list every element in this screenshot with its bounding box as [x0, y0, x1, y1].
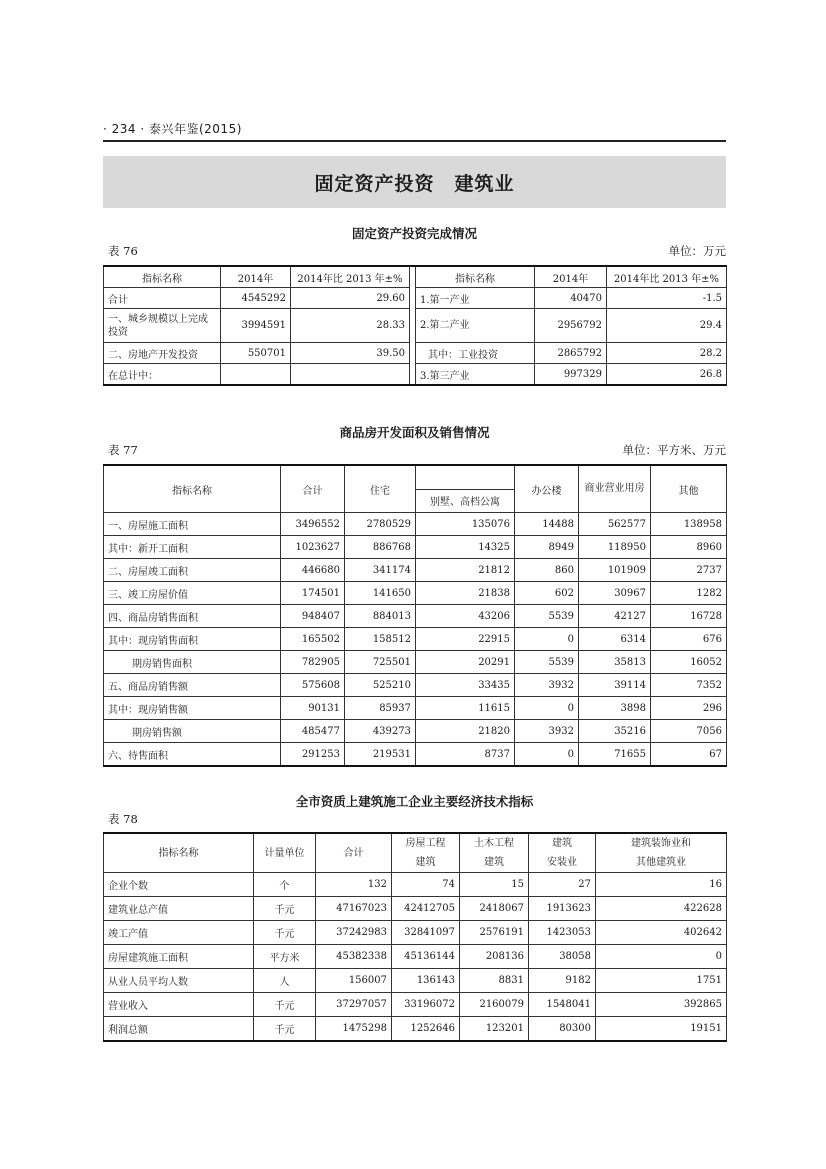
cell: 782905	[281, 651, 345, 674]
table78-title: 全市资质上建筑施工企业主要经济技术指标	[295, 794, 534, 809]
row-label: 合计	[104, 288, 221, 309]
cell: 42412705	[392, 897, 460, 921]
header-cell: 指标名称	[104, 833, 254, 873]
header-cell: 指标名称	[104, 266, 221, 288]
table-row	[104, 536, 727, 559]
table77-number: 表 77	[108, 443, 138, 457]
row-label: 其中：现房销售额	[104, 697, 281, 720]
table-row	[104, 897, 727, 921]
cell: 2160079	[460, 993, 529, 1017]
cell: 2737	[651, 559, 727, 582]
table76-number: 表 76	[108, 244, 138, 258]
cell: 132	[316, 873, 392, 897]
row-label: 3.第三产业	[416, 364, 535, 386]
cell: 8831	[460, 969, 529, 993]
table-row	[104, 364, 727, 386]
header-cell: 建筑装饰业和	[596, 833, 727, 853]
table78-body	[104, 873, 727, 1042]
cell: 3994591	[221, 309, 291, 343]
table-row	[104, 628, 727, 651]
table-row	[104, 582, 727, 605]
table77-title: 商品房开发面积及销售情况	[339, 425, 490, 440]
header-cell: 建筑	[460, 853, 529, 873]
table78	[103, 832, 727, 1042]
table-row	[104, 513, 727, 536]
cell: 562577	[579, 513, 651, 536]
cell: 32841097	[392, 921, 460, 945]
cell: 5539	[515, 605, 579, 628]
cell: 156007	[316, 969, 392, 993]
cell: 37297057	[316, 993, 392, 1017]
table77	[103, 464, 727, 767]
cell: 16	[596, 873, 727, 897]
cell: 725501	[345, 651, 416, 674]
cell: 123201	[460, 1017, 529, 1042]
cell: 485477	[281, 720, 345, 743]
cell: 1475298	[316, 1017, 392, 1042]
cell: 2865792	[535, 343, 607, 364]
cell: 997329	[535, 364, 607, 386]
unit-cell: 人	[254, 969, 316, 993]
cell: 402642	[596, 921, 727, 945]
cell: 439273	[345, 720, 416, 743]
table76-title: 固定资产投资完成情况	[351, 226, 477, 241]
header-cell-blank	[416, 465, 515, 489]
row-label: 三、竣工房屋价值	[104, 582, 281, 605]
row-label: 1.第一产业	[416, 288, 535, 309]
cell: 948407	[281, 605, 345, 628]
cell: 27	[529, 873, 596, 897]
table-header-row	[104, 465, 727, 489]
cell: 296	[651, 697, 727, 720]
row-label: 其中：新开工面积	[104, 536, 281, 559]
cell: 3898	[579, 697, 651, 720]
cell: 219531	[345, 743, 416, 767]
cell: 141650	[345, 582, 416, 605]
header-cell: 建筑	[392, 853, 460, 873]
unit-cell: 千元	[254, 993, 316, 1017]
table-row	[104, 1017, 727, 1042]
cell: 39.50	[291, 343, 410, 364]
header-cell: 合计	[316, 833, 392, 873]
table-row	[104, 697, 727, 720]
cell: -1.5	[607, 288, 727, 309]
cell: 26.8	[607, 364, 727, 386]
cell: 21838	[416, 582, 515, 605]
row-label: 六、待售面积	[104, 743, 281, 767]
cell: 165502	[281, 628, 345, 651]
cell: 14488	[515, 513, 579, 536]
header-cell: 指标名称	[104, 465, 281, 513]
cell: 30967	[579, 582, 651, 605]
cell: 422628	[596, 897, 727, 921]
cell: 14325	[416, 536, 515, 559]
table-row	[104, 743, 727, 767]
table-row	[104, 945, 727, 969]
cell: 28.2	[607, 343, 727, 364]
table76	[103, 265, 727, 386]
row-label: 2.第二产业	[416, 309, 535, 343]
row-label: 四、商品房销售面积	[104, 605, 281, 628]
cell: 22915	[416, 628, 515, 651]
cell: 3932	[515, 720, 579, 743]
cell: 67	[651, 743, 727, 767]
cell: 38058	[529, 945, 596, 969]
cell: 2956792	[535, 309, 607, 343]
cell: 15	[460, 873, 529, 897]
table-row	[104, 651, 727, 674]
row-label: 房屋建筑施工面积	[104, 945, 254, 969]
table78-number: 表 78	[108, 812, 138, 826]
cell: 1913623	[529, 897, 596, 921]
row-label: 在总计中：	[104, 364, 221, 386]
cell: 446680	[281, 559, 345, 582]
cell: 21820	[416, 720, 515, 743]
cell: 71655	[579, 743, 651, 767]
cell: 45382338	[316, 945, 392, 969]
row-label: 一、城乡规模以上完成投资	[104, 309, 221, 343]
row-label: 五、商品房销售额	[104, 674, 281, 697]
cell: 8960	[651, 536, 727, 559]
chapter-title: 固定资产投资 建筑业	[314, 172, 515, 195]
cell: 33196072	[392, 993, 460, 1017]
cell: 174501	[281, 582, 345, 605]
cell: 42127	[579, 605, 651, 628]
cell: 0	[515, 697, 579, 720]
row-label: 二、房屋竣工面积	[104, 559, 281, 582]
cell: 47167023	[316, 897, 392, 921]
header-cell: 住宅	[345, 465, 416, 513]
row-label: 企业个数	[104, 873, 254, 897]
cell: 208136	[460, 945, 529, 969]
row-label: 其中：工业投资	[416, 343, 535, 364]
table-row	[104, 605, 727, 628]
cell: 39114	[579, 674, 651, 697]
table-row	[104, 921, 727, 945]
row-label: 期房销售额	[104, 720, 281, 743]
cell: 33435	[416, 674, 515, 697]
row-label: 营业收入	[104, 993, 254, 1017]
table-row	[104, 873, 727, 897]
header-cell: 其他建筑业	[596, 853, 727, 873]
table-row	[104, 969, 727, 993]
cell: 35813	[579, 651, 651, 674]
cell: 2418067	[460, 897, 529, 921]
cell: 29.60	[291, 288, 410, 309]
cell: 16052	[651, 651, 727, 674]
cell: 525210	[345, 674, 416, 697]
cell: 16728	[651, 605, 727, 628]
cell: 7056	[651, 720, 727, 743]
row-label: 二、房地产开发投资	[104, 343, 221, 364]
cell: 2576191	[460, 921, 529, 945]
cell: 7352	[651, 674, 727, 697]
cell: 1751	[596, 969, 727, 993]
cell: 575608	[281, 674, 345, 697]
cell: 341174	[345, 559, 416, 582]
header-cell: 2014年比 2013 年±%	[607, 266, 727, 288]
table-row	[104, 288, 727, 309]
table76-unit: 单位：万元	[668, 244, 726, 258]
unit-cell: 平方米	[254, 945, 316, 969]
header-cell: 安装业	[529, 853, 596, 873]
table-row	[104, 993, 727, 1017]
cell: 886768	[345, 536, 416, 559]
table-row	[104, 343, 727, 364]
row-label: 从业人员平均人数	[104, 969, 254, 993]
header-cell: 商业营业用房	[579, 465, 651, 513]
row-label: 其中：现房销售面积	[104, 628, 281, 651]
header-cell: 房屋工程	[392, 833, 460, 853]
table-header-row	[104, 266, 727, 288]
cell: 90131	[281, 697, 345, 720]
cell: 101909	[579, 559, 651, 582]
cell: 860	[515, 559, 579, 582]
cell: 74	[392, 873, 460, 897]
cell: 3496552	[281, 513, 345, 536]
header-cell: 其他	[651, 465, 727, 513]
cell: 4545292	[221, 288, 291, 309]
header-cell: 2014年比 2013 年±%	[291, 266, 410, 288]
table77-body	[104, 513, 727, 767]
cell: 45136144	[392, 945, 460, 969]
table77-unit: 单位：平方米、万元	[622, 443, 726, 457]
unit-cell: 千元	[254, 1017, 316, 1042]
cell: 2780529	[345, 513, 416, 536]
cell: 21812	[416, 559, 515, 582]
header-cell: 建筑	[529, 833, 596, 853]
cell: 136143	[392, 969, 460, 993]
cell: 19151	[596, 1017, 727, 1042]
cell: 11615	[416, 697, 515, 720]
cell: 138958	[651, 513, 727, 536]
cell: 6314	[579, 628, 651, 651]
cell: 20291	[416, 651, 515, 674]
cell: 602	[515, 582, 579, 605]
unit-cell: 个	[254, 873, 316, 897]
cell: 392865	[596, 993, 727, 1017]
cell: 0	[596, 945, 727, 969]
cell: 884013	[345, 605, 416, 628]
header-cell: 指标名称	[416, 266, 535, 288]
table-row	[104, 559, 727, 582]
cell: 0	[515, 628, 579, 651]
cell: 8949	[515, 536, 579, 559]
cell: 8737	[416, 743, 515, 767]
header-cell: 别墅、高档公寓	[416, 489, 515, 513]
cell: 5539	[515, 651, 579, 674]
cell: 85937	[345, 697, 416, 720]
chapter-banner	[103, 156, 726, 208]
cell: 40470	[535, 288, 607, 309]
header-cell: 计量单位	[254, 833, 316, 873]
cell: 1423053	[529, 921, 596, 945]
row-label: 一、房屋施工面积	[104, 513, 281, 536]
header-cell: 土木工程	[460, 833, 529, 853]
cell: 29.4	[607, 309, 727, 343]
cell	[291, 364, 410, 386]
cell: 135076	[416, 513, 515, 536]
row-label: 期房销售面积	[104, 651, 281, 674]
cell	[221, 364, 291, 386]
row-label: 建筑业总产值	[104, 897, 254, 921]
cell: 1282	[651, 582, 727, 605]
row-label: 竣工产值	[104, 921, 254, 945]
cell: 1548041	[529, 993, 596, 1017]
header-rule	[103, 140, 726, 142]
cell: 550701	[221, 343, 291, 364]
page-number: · 234 · 泰兴年鉴(2015)	[103, 122, 242, 136]
header-cell: 合计	[281, 465, 345, 513]
table-header-row	[104, 833, 727, 853]
cell: 1023627	[281, 536, 345, 559]
table-row	[104, 309, 727, 343]
header-cell: 2014年	[535, 266, 607, 288]
cell: 28.33	[291, 309, 410, 343]
cell: 9182	[529, 969, 596, 993]
cell: 43206	[416, 605, 515, 628]
cell: 0	[515, 743, 579, 767]
cell: 35216	[579, 720, 651, 743]
page-header	[103, 116, 726, 140]
cell: 3932	[515, 674, 579, 697]
unit-cell: 千元	[254, 897, 316, 921]
table-row	[104, 674, 727, 697]
unit-cell: 千元	[254, 921, 316, 945]
header-cell: 2014年	[221, 266, 291, 288]
row-label: 利润总额	[104, 1017, 254, 1042]
cell: 676	[651, 628, 727, 651]
cell: 80300	[529, 1017, 596, 1042]
cell: 37242983	[316, 921, 392, 945]
table-row	[104, 720, 727, 743]
header-cell: 办公楼	[515, 465, 579, 513]
cell: 158512	[345, 628, 416, 651]
cell: 1252646	[392, 1017, 460, 1042]
cell: 118950	[579, 536, 651, 559]
cell: 291253	[281, 743, 345, 767]
